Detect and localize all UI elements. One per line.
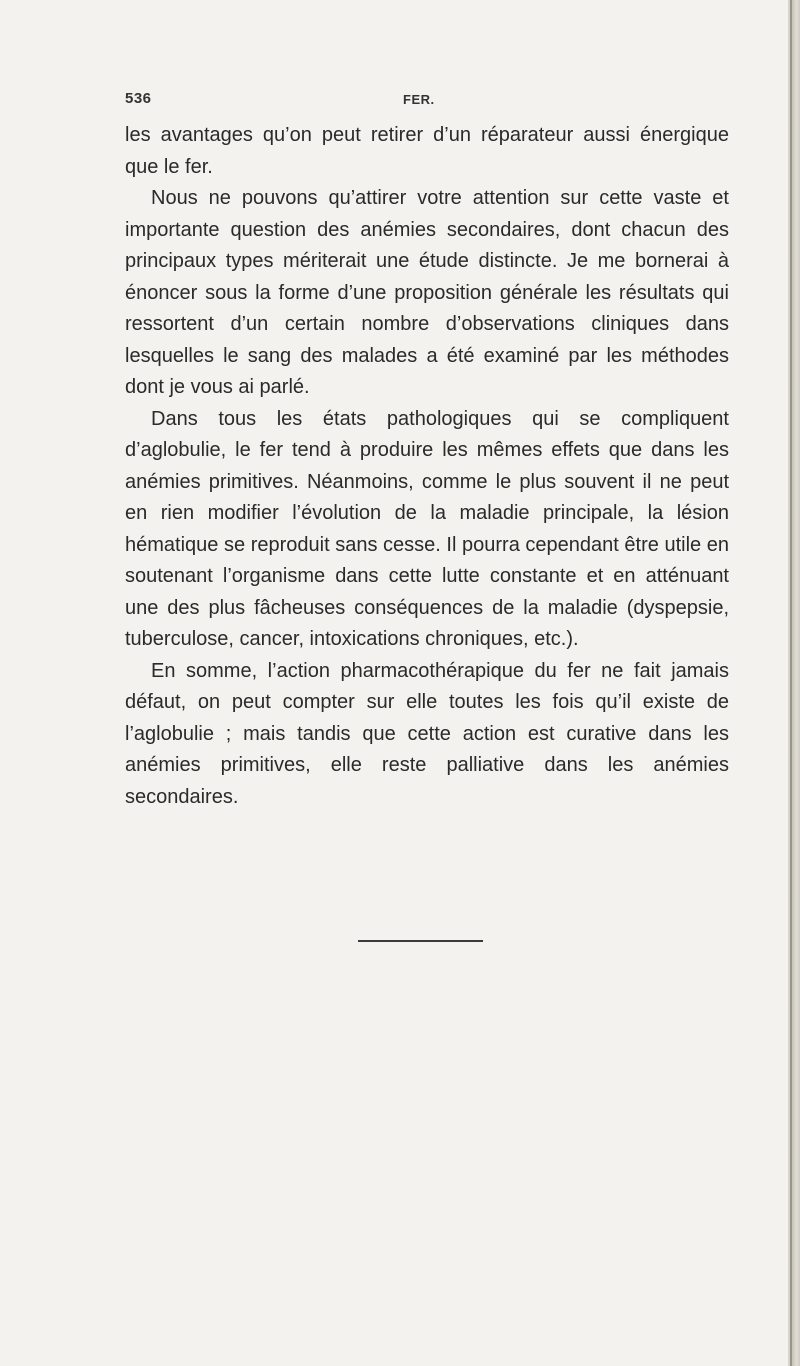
running-head [125,90,729,114]
paragraph-4: En somme, l’action pharmacothérapique du fer ne fait jamais défaut, on peut compter sur elle toutes les fois qu’il existe de l’aglobulie ; mais tandis que cette action est curative dans les anémies primitives, elle reste palliative dans les anémies secondaires. [125,659,729,808]
paragraph-2: Nous ne pouvons qu’attirer votre attention sur cette vaste et importante question des anémies secondaires, dont chacun des principaux types mériterait une étude distincte. Je me bornerai à énoncer sous la forme d’une proposition générale les résultats qui ressortent d’un certain nombre d’observations cliniques dans lesquelles le sang des malades a été examiné par les méthodes dont je vous ai parlé. [125,187,729,398]
paragraph-3: Dans tous les états pathologiques qui se compliquent d’aglobulie, le fer tend à produire les mêmes effets que dans les anémies primitives. Néanmoins, comme le plus souvent il ne peut en rien modifier l’évolution de la maladie principale, la lésion hématique se reproduit sans cesse. Il pourra cependant être utile en soutenant l’organisme dans cette lutte constante et en atténuant une des plus fâcheuses conséquences de la maladie (dyspepsie, tuberculose, cancer, intoxications chroniques, etc.). [125,407,729,650]
page-number: 536 [125,90,152,107]
running-title: FER. [403,92,435,107]
page-edge-line [790,0,792,1366]
chapter-end-rule [358,940,483,942]
paragraph-1: les avantages qu’on peut retirer d’un réparateur aussi énergique que le fer. [125,124,729,178]
body-text [125,120,729,813]
